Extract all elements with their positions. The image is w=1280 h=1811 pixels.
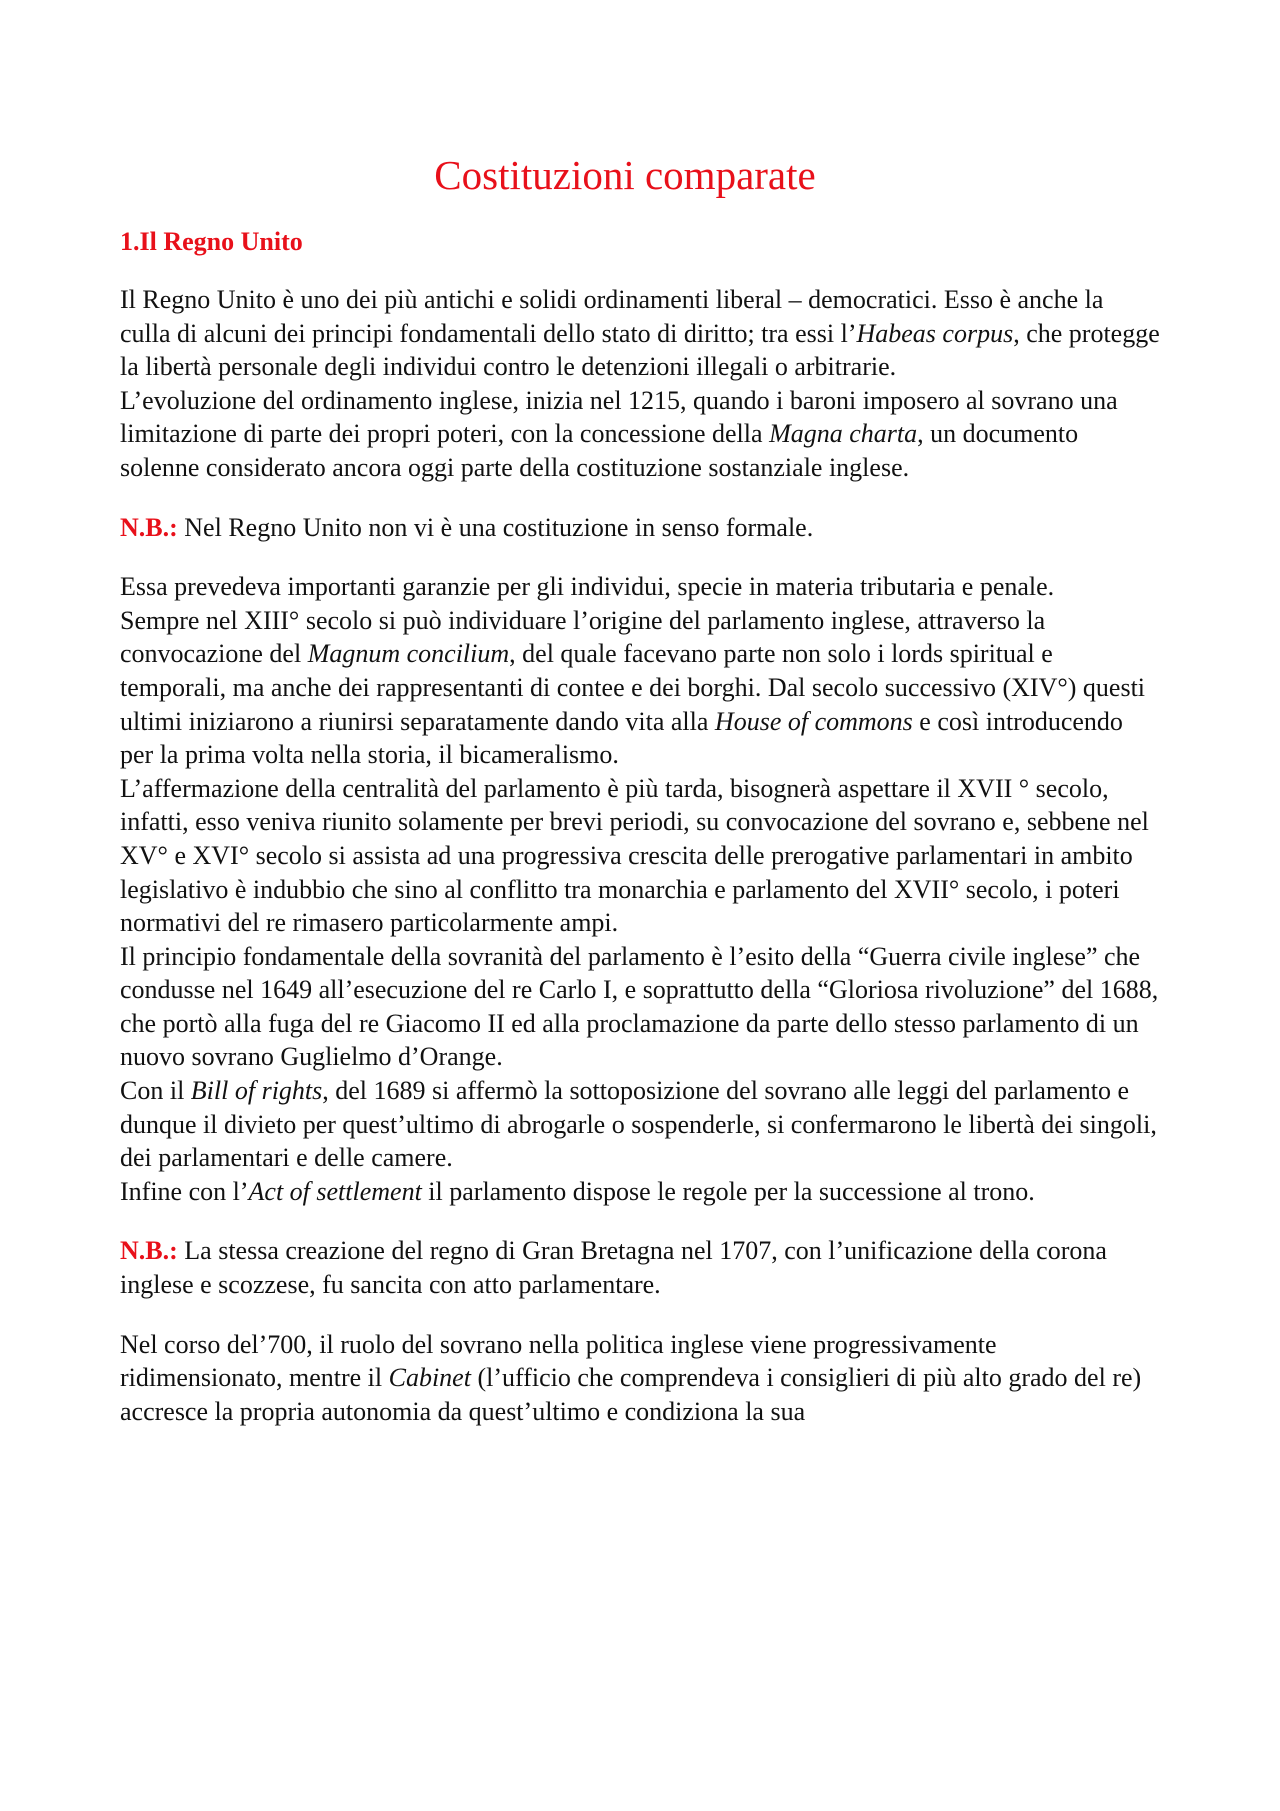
term-magna-charta: Magna charta bbox=[769, 419, 918, 449]
term-cabinet: Cabinet bbox=[388, 1363, 471, 1393]
paragraph-sovereignty: Il principio fondamentale della sovranità del parlamento è l’esito della “Guerra civile inglese” che condusse nel 1649 all’esecuzione del re Carlo I, e soprattutto della “Gloriosa rivoluzione” del 1688, che portò alla fuga del re Giacomo II ed alla proclamazione da parte dello stesso parlamento di un nuovo sovrano Guglielmo d’Orange. bbox=[120, 941, 1159, 1072]
page-title: Costituzioni comparate bbox=[434, 152, 816, 198]
paragraph-guarantees: Essa prevedeva importanti garanzie per gli individui, specie in materia tributaria e penale. bbox=[120, 572, 1055, 602]
nb-label: N.B.: bbox=[120, 512, 178, 542]
paragraph-magna-charta: L’evoluzione del ordinamento inglese, inizia nel 1215, quando i baroni imposero al sovrano una limitazione di parte dei propri poteri, con la concessione della Magna charta, un documento solenne considerato ancora oggi parte della costituzione sostanziale inglese. bbox=[120, 385, 1118, 482]
paragraph-habeas-corpus: Il Regno Unito è uno dei più antichi e solidi ordinamenti liberal – democratici. Esso è anche la culla di alcuni dei principi fondamentali dello stato di diritto; tra essi l’Habeas corpus, che protegge la libertà personale degli individui contro le detenzioni illegali o arbitrarie. bbox=[120, 285, 1160, 382]
paragraph-cabinet: Nel corso del’700, il ruolo del sovrano nella politica inglese viene progressivamente ridimensionato, mentre il Cabinet (l’ufficio che comprendeva i consiglieri di più alto grado del re) accresce la propria autonomia da quest’ultimo e condiziona la sua bbox=[120, 1329, 1142, 1426]
nb-label: N.B.: bbox=[120, 1236, 178, 1266]
paragraph-centrality-parliament: L’affermazione della centralità del parlamento è più tarda, bisognerà aspettare il XVII ° secolo, infatti, esso veniva riunito solamente per brevi periodi, su convocazione del sovrano e, sebbene nel XV° e XVI° secolo si assista ad una progressiva crescita delle prerogative parlamentari in ambito legislativo è indubbio che sino al conflitto tra monarchia e parlamento del XVII° secolo, i poteri normativi del re rimasero particolarmente ampi. bbox=[120, 773, 1149, 938]
paragraph-act-of-settlement: Infine con l’Act of settlement il parlamento dispose le regole per la successione al trono. bbox=[120, 1176, 1035, 1206]
term-bill-of-rights: Bill of rights bbox=[190, 1076, 323, 1106]
term-house-of-commons: House of commons bbox=[714, 706, 913, 736]
paragraph-origin-parliament: Sempre nel XIII° secolo si può individuare l’origine del parlamento inglese, attraverso la convocazione del Magnum concilium, del quale facevano parte non solo i lords spiritual e temporali, ma anche dei rappresentanti di contee e dei borghi. Dal secolo successivo (XIV°) questi ultimi iniziarono a riunirsi separatamente dando vita alla House of commons e così introducendo per la prima volta nella storia, il bicameralismo. bbox=[120, 605, 1146, 770]
paragraph-bill-of-rights: Con il Bill of rights, del 1689 si affermò la sottoposizione del sovrano alle leggi del parlamento e dunque il divieto per quest’ultimo di abrogarle o sospenderle, si confermarono le libertà dei singoli, dei parlamentari e delle camere. bbox=[120, 1076, 1157, 1173]
term-habeas-corpus: Habeas corpus bbox=[856, 318, 1014, 348]
term-act-of-settlement: Act of settlement bbox=[248, 1176, 422, 1206]
section-heading: 1.Il Regno Unito bbox=[120, 227, 303, 256]
note-no-formal-constitution: N.B.: Nel Regno Unito non vi è una costituzione in senso formale. bbox=[120, 512, 814, 542]
note-great-britain: N.B.: La stessa creazione del regno di Gran Bretagna nel 1707, con l’unificazione della corona inglese e scozzese, fu sancita con atto parlamentare. bbox=[120, 1236, 1107, 1300]
term-magnum-concilium: Magnum concilium bbox=[307, 639, 510, 669]
document-body bbox=[120, 283, 1160, 1428]
